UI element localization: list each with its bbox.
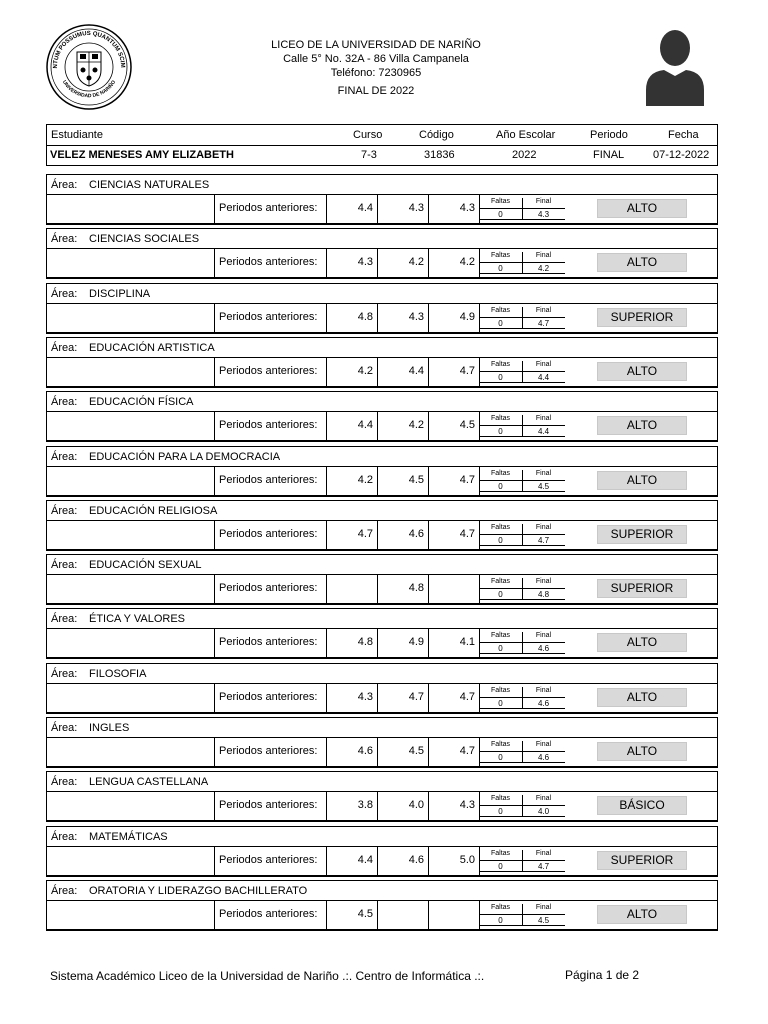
absences-header: Faltas: [490, 252, 511, 260]
final-header: Final: [535, 578, 552, 586]
performance-level-badge: SUPERIOR: [597, 525, 687, 544]
code-header: Código: [419, 129, 454, 141]
grade-period-3: 4.3: [459, 202, 475, 214]
final-grade-value: 4.5: [537, 481, 550, 491]
grade-period-3: 4.2: [459, 256, 475, 269]
previous-periods-label: Periodos anteriores:: [219, 853, 318, 866]
grade-period-3: 5.0: [459, 853, 475, 866]
grade-period-2: 4.6: [408, 853, 424, 866]
area-title-row: [46, 826, 718, 847]
previous-periods-label: Periodos anteriores:: [219, 310, 318, 323]
absences-header: Faltas: [490, 903, 511, 911]
grade-period-2: 4.8: [408, 582, 424, 595]
grade-period-2: 4.5: [408, 473, 424, 486]
final-header: Final: [535, 795, 552, 803]
previous-periods-label: Periodos anteriores:: [219, 527, 318, 540]
grade-cell-2: [377, 412, 428, 440]
grade-period-2: 4.9: [408, 636, 424, 649]
final-header: Final: [535, 632, 552, 640]
area-block: [46, 446, 718, 500]
grade-cell-1: [326, 249, 377, 277]
absences-final-box: [479, 524, 565, 546]
area-title-row: [46, 446, 718, 467]
grade-period-2: 4.3: [408, 202, 424, 214]
grade-cell-1: [326, 847, 377, 875]
absences-value: 0: [498, 535, 503, 545]
grade-cell-2: [377, 575, 428, 603]
absences-value: 0: [498, 807, 503, 817]
grade-cell-1: [326, 629, 377, 657]
grade-cell-1: [326, 358, 377, 386]
grade-period-1: 4.4: [357, 202, 373, 214]
previous-periods-label: Periodos anteriores:: [219, 582, 318, 595]
final-header: Final: [535, 415, 552, 423]
grade-period-2: 4.6: [408, 527, 424, 540]
final-grade-value: 4.6: [537, 753, 550, 762]
grade-cell-2: [377, 684, 428, 712]
grade-cell-3: [428, 738, 479, 766]
performance-level-badge: ALTO: [597, 742, 687, 761]
previous-periods-cell: [214, 467, 326, 495]
absences-final-box: [479, 741, 565, 763]
absences-final-box: [479, 795, 565, 817]
area-title-row: [46, 228, 718, 249]
final-header: Final: [535, 360, 552, 368]
grade-cell-1: [326, 467, 377, 495]
grade-period-2: 4.4: [408, 364, 424, 377]
area-block: [46, 717, 718, 771]
area-label: Área:: [51, 613, 78, 626]
performance-level-badge: BÁSICO: [597, 796, 687, 815]
absences-header: Faltas: [490, 198, 511, 205]
area-title-row: [46, 174, 718, 195]
grade-cell-1: [326, 195, 377, 223]
absences-final-box: [479, 470, 565, 492]
previous-periods-cell: [214, 629, 326, 657]
area-grade-row: [46, 847, 718, 877]
area-block: [46, 663, 718, 717]
area-label: Área:: [51, 179, 78, 191]
report-title: FINAL DE 2022: [337, 85, 415, 97]
previous-periods-cell: [214, 901, 326, 929]
grade-cell-2: [377, 792, 428, 820]
grade-period-2: 4.3: [408, 310, 424, 323]
area-block: [46, 554, 718, 608]
absences-header: Faltas: [490, 686, 511, 694]
area-title-row: [46, 391, 718, 412]
area-name: LENGUA CASTELLANA: [89, 776, 209, 789]
previous-periods-label: Periodos anteriores:: [219, 690, 318, 703]
grade-period-1: 4.4: [357, 419, 373, 432]
previous-periods-label: Periodos anteriores:: [219, 256, 318, 269]
absences-final-box: [479, 252, 565, 274]
grade-cell-2: [377, 738, 428, 766]
grade-cell-2: [377, 847, 428, 875]
absences-header: Faltas: [490, 795, 511, 803]
page-number: Página 1 de 2: [565, 968, 640, 982]
area-block: [46, 337, 718, 391]
final-header: Final: [535, 741, 552, 748]
grade-cell-3: [428, 467, 479, 495]
school-seal-logo: [45, 22, 133, 112]
grade-cell-3: [428, 358, 479, 386]
previous-periods-label: Periodos anteriores:: [219, 364, 318, 377]
grade-cell-2: [377, 304, 428, 332]
area-label: Área:: [51, 776, 78, 789]
final-header: Final: [535, 686, 552, 694]
school-name: LICEO DE LA UNIVERSIDAD DE NARIÑO: [271, 39, 481, 51]
area-block: [46, 826, 718, 880]
school-address: Calle 5° No. 32A - 86 Villa Campanela: [283, 53, 469, 65]
school-header: [200, 38, 552, 98]
performance-level-badge: ALTO: [597, 199, 687, 218]
absences-header: Faltas: [490, 523, 511, 531]
absences-value: 0: [498, 427, 503, 437]
absences-final-box: [479, 415, 565, 437]
grade-period-2: 4.2: [408, 419, 424, 432]
absences-value: 0: [498, 264, 503, 274]
previous-periods-label: Periodos anteriores:: [219, 202, 318, 214]
previous-periods-cell: [214, 521, 326, 549]
absences-value: 0: [498, 915, 503, 925]
previous-periods-cell: [214, 738, 326, 766]
previous-periods-label: Periodos anteriores:: [219, 473, 318, 486]
grade-cell-1: [326, 792, 377, 820]
student-course: 7-3: [361, 149, 377, 161]
grade-period-2: 4.5: [408, 745, 424, 757]
absences-final-box: [479, 198, 565, 220]
grade-period-1: 4.2: [357, 364, 373, 377]
area-block: [46, 771, 718, 825]
area-title-row: [46, 717, 718, 738]
area-label: Área:: [51, 830, 78, 843]
performance-level-badge: ALTO: [597, 416, 687, 435]
performance-level-badge: SUPERIOR: [597, 579, 687, 598]
grade-period-3: 4.3: [459, 799, 475, 812]
grade-cell-2: [377, 521, 428, 549]
grade-cell-3: [428, 847, 479, 875]
performance-level-badge: ALTO: [597, 362, 687, 381]
area-label: Área:: [51, 722, 78, 734]
final-grade-value: 4.8: [537, 590, 550, 600]
area-label: Área:: [51, 450, 78, 463]
absences-value: 0: [498, 372, 503, 382]
absences-header: Faltas: [490, 578, 511, 586]
absences-header: Faltas: [490, 415, 511, 423]
previous-periods-cell: [214, 358, 326, 386]
grade-cell-2: [377, 358, 428, 386]
grade-cell-1: [326, 738, 377, 766]
area-name: DISCIPLINA: [89, 287, 151, 300]
area-label: Área:: [51, 559, 78, 572]
absences-value: 0: [498, 318, 503, 328]
area-title-row: [46, 663, 718, 684]
grade-cell-2: [377, 195, 428, 223]
area-grade-row: [46, 684, 718, 714]
area-name: FILOSOFIA: [89, 667, 147, 680]
grade-cell-3: [428, 629, 479, 657]
grade-cell-3: [428, 412, 479, 440]
grade-period-3: 4.7: [459, 527, 475, 540]
grade-period-1: 4.3: [357, 256, 373, 269]
final-grade-value: 4.7: [537, 535, 550, 545]
grade-cell-3: [428, 575, 479, 603]
final-header: Final: [535, 523, 552, 531]
grade-period-1: 3.8: [357, 799, 373, 812]
area-label: Área:: [51, 341, 78, 354]
year-header: Año Escolar: [496, 129, 556, 141]
area-name: EDUCACIÓN FÍSICA: [89, 396, 194, 409]
report-date: 07-12-2022: [653, 149, 710, 161]
final-grade-value: 4.6: [537, 698, 550, 708]
grade-period-1: 4.4: [357, 853, 373, 866]
grade-cell-3: [428, 792, 479, 820]
absences-value: 0: [498, 861, 503, 871]
area-title-row: [46, 771, 718, 792]
area-block: [46, 228, 718, 282]
area-grade-row: [46, 738, 718, 768]
final-grade-value: 4.7: [537, 861, 550, 871]
previous-periods-label: Periodos anteriores:: [219, 907, 318, 920]
area-grade-row: [46, 249, 718, 279]
area-block: [46, 608, 718, 662]
grade-period-3: 4.5: [459, 419, 475, 432]
grade-period-1: 4.5: [357, 907, 373, 920]
course-header: Curso: [353, 129, 383, 141]
absences-final-box: [479, 578, 565, 600]
area-name: ORATORIA Y LIDERAZGO BACHILLERATO: [89, 884, 308, 897]
final-header: Final: [535, 849, 552, 857]
footer-system: Sistema Académico Liceo de la Universidad de Nariño .:. Centro de Informática .:.: [50, 969, 485, 983]
performance-level-badge: ALTO: [597, 688, 687, 707]
grade-period-3: 4.7: [459, 690, 475, 703]
previous-periods-cell: [214, 412, 326, 440]
absences-header: Faltas: [490, 469, 511, 477]
seal-university-name: UNIVERSIDAD DE NARIÑO: [60, 79, 118, 100]
area-grade-row: [46, 629, 718, 659]
grade-cell-3: [428, 521, 479, 549]
final-header: Final: [535, 198, 552, 205]
final-header: Final: [535, 252, 552, 260]
previous-periods-cell: [214, 195, 326, 223]
absences-value: 0: [498, 698, 503, 708]
area-name: EDUCACIÓN ARTISTICA: [89, 341, 215, 354]
previous-periods-label: Periodos anteriores:: [219, 799, 318, 812]
area-grade-row: [46, 792, 718, 822]
area-block: [46, 391, 718, 445]
grade-cell-1: [326, 304, 377, 332]
previous-periods-cell: [214, 792, 326, 820]
area-block: [46, 174, 718, 228]
area-name: CIENCIAS SOCIALES: [89, 233, 200, 246]
absences-value: 0: [498, 481, 503, 491]
area-label: Área:: [51, 396, 78, 409]
grade-cell-3: [428, 195, 479, 223]
absences-final-box: [479, 850, 565, 872]
grade-period-1: 4.8: [357, 636, 373, 649]
previous-periods-cell: [214, 684, 326, 712]
area-label: Área:: [51, 504, 78, 517]
grade-cell-1: [326, 575, 377, 603]
area-block: [46, 880, 718, 934]
area-grade-row: [46, 304, 718, 334]
previous-periods-cell: [214, 304, 326, 332]
area-label: Área:: [51, 667, 78, 680]
grade-cell-2: [377, 629, 428, 657]
period-header: Periodo: [590, 129, 628, 141]
report-period: FINAL: [593, 149, 625, 161]
area-grade-row: [46, 358, 718, 388]
grade-cell-2: [377, 249, 428, 277]
area-name: EDUCACIÓN SEXUAL: [89, 559, 202, 572]
student-photo-placeholder-icon: [642, 28, 708, 106]
final-grade-value: 4.3: [537, 210, 550, 219]
area-title-row: [46, 608, 718, 629]
absences-final-box: [479, 361, 565, 383]
grade-period-2: 4.2: [408, 256, 424, 269]
previous-periods-cell: [214, 847, 326, 875]
performance-level-badge: ALTO: [597, 471, 687, 490]
area-grade-row: [46, 412, 718, 442]
area-title-row: [46, 554, 718, 575]
final-grade-value: 4.4: [537, 427, 550, 437]
final-grade-value: 4.6: [537, 644, 550, 654]
seal-motto: NTUM POSSUMUS QUANTUM SCIM: [52, 30, 126, 69]
final-grade-value: 4.4: [537, 372, 550, 382]
student-code: 31836: [424, 149, 455, 161]
grade-cell-1: [326, 901, 377, 929]
grade-period-1: 4.7: [357, 527, 373, 540]
performance-level-badge: ALTO: [597, 633, 687, 652]
area-grade-row: [46, 467, 718, 497]
previous-periods-cell: [214, 575, 326, 603]
area-grade-row: [46, 521, 718, 551]
area-title-row: [46, 500, 718, 521]
grade-period-3: 4.1: [459, 636, 475, 649]
performance-level-badge: ALTO: [597, 253, 687, 272]
grade-cell-2: [377, 467, 428, 495]
absences-final-box: [479, 632, 565, 654]
final-grade-value: 4.5: [537, 915, 550, 925]
student-header: Estudiante: [51, 129, 103, 141]
grade-period-1: 4.6: [357, 745, 373, 757]
area-label: Área:: [51, 233, 78, 246]
grade-cell-3: [428, 304, 479, 332]
area-title-row: [46, 880, 718, 901]
final-grade-value: 4.0: [537, 807, 550, 817]
grade-period-2: 4.7: [408, 690, 424, 703]
area-title-row: [46, 337, 718, 358]
final-grade-value: 4.2: [537, 264, 550, 274]
performance-level-badge: ALTO: [597, 905, 687, 924]
area-label: Área:: [51, 884, 78, 897]
absences-header: Faltas: [490, 306, 511, 314]
area-name: INGLES: [89, 722, 130, 734]
area-name: CIENCIAS NATURALES: [89, 179, 210, 191]
area-grade-row: [46, 901, 718, 931]
area-grade-row: [46, 195, 718, 225]
area-name: MATEMÁTICAS: [89, 830, 168, 843]
grade-period-2: 4.0: [408, 799, 424, 812]
grade-period-1: 4.8: [357, 310, 373, 323]
area-title-row: [46, 283, 718, 304]
performance-level-badge: SUPERIOR: [597, 308, 687, 327]
area-name: EDUCACIÓN PARA LA DEMOCRACIA: [89, 450, 281, 463]
grade-cell-1: [326, 521, 377, 549]
grade-cell-3: [428, 901, 479, 929]
absences-value: 0: [498, 210, 503, 219]
area-name: ÉTICA Y VALORES: [89, 613, 185, 626]
grade-cell-1: [326, 684, 377, 712]
area-label: Área:: [51, 287, 78, 300]
absences-header: Faltas: [490, 632, 511, 640]
grade-period-3: 4.7: [459, 364, 475, 377]
final-header: Final: [535, 469, 552, 477]
final-header: Final: [535, 306, 552, 314]
grade-period-1: 4.3: [357, 690, 373, 703]
final-header: Final: [535, 903, 552, 911]
area-block: [46, 283, 718, 337]
previous-periods-cell: [214, 249, 326, 277]
grade-period-3: 4.9: [459, 310, 475, 323]
grade-cell-3: [428, 684, 479, 712]
grade-cell-1: [326, 412, 377, 440]
absences-header: Faltas: [490, 849, 511, 857]
grade-cell-2: [377, 901, 428, 929]
absences-final-box: [479, 307, 565, 329]
performance-level-badge: SUPERIOR: [597, 851, 687, 870]
student-name: VELEZ MENESES AMY ELIZABETH: [50, 149, 234, 161]
previous-periods-label: Periodos anteriores:: [219, 419, 318, 432]
final-grade-value: 4.7: [537, 318, 550, 328]
absences-value: 0: [498, 753, 503, 762]
student-info-box: [46, 124, 718, 166]
previous-periods-label: Periodos anteriores:: [219, 745, 318, 757]
absences-final-box: [479, 904, 565, 926]
grade-period-1: 4.2: [357, 473, 373, 486]
school-phone: Teléfono: 7230965: [330, 67, 422, 79]
absences-header: Faltas: [490, 360, 511, 368]
previous-periods-label: Periodos anteriores:: [219, 636, 318, 649]
absences-header: Faltas: [490, 741, 511, 748]
absences-final-box: [479, 687, 565, 709]
school-year: 2022: [512, 149, 537, 161]
date-header: Fecha: [668, 129, 699, 141]
grade-cell-3: [428, 249, 479, 277]
area-block: [46, 500, 718, 554]
absences-value: 0: [498, 590, 503, 600]
area-grade-row: [46, 575, 718, 605]
grade-period-3: 4.7: [459, 473, 475, 486]
area-name: EDUCACIÓN RELIGIOSA: [89, 504, 218, 517]
grade-period-3: 4.7: [459, 745, 475, 757]
absences-value: 0: [498, 644, 503, 654]
